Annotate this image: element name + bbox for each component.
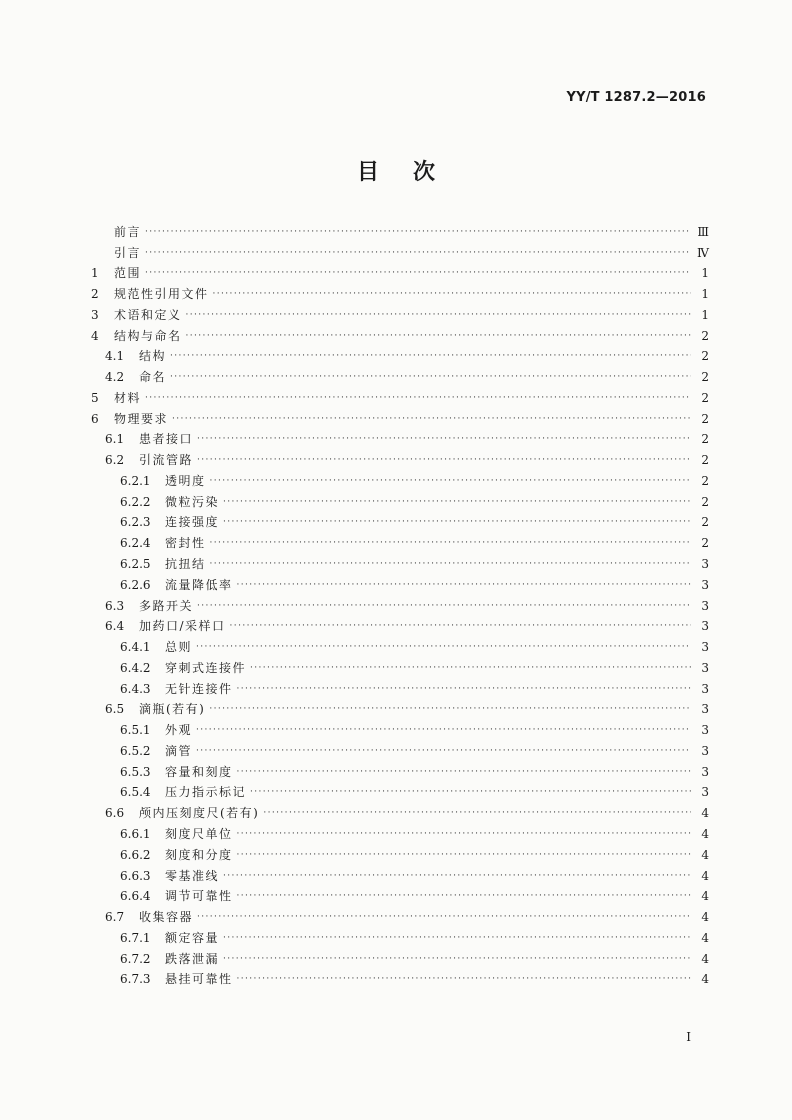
toc-entry-number: 2 <box>91 287 99 302</box>
toc-entry-label: 悬挂可靠性 <box>165 972 233 987</box>
toc-dot-leader <box>210 557 691 571</box>
toc-entry-number: 6.5.4 <box>120 785 151 800</box>
toc-entry[interactable] <box>91 945 709 966</box>
toc-entry-label: 滴瓶(若有) <box>139 702 206 717</box>
toc-dot-leader <box>223 869 691 883</box>
table-of-contents <box>91 218 709 986</box>
toc-entry[interactable] <box>91 322 709 343</box>
toc-entry-number: 6.6 <box>105 806 125 821</box>
toc-entry[interactable] <box>91 550 709 571</box>
toc-entry-label: 前言 <box>114 224 142 239</box>
toc-entry-page: 4 <box>701 806 709 821</box>
toc-dot-leader <box>223 515 691 529</box>
toc-entry-page: 4 <box>701 972 709 987</box>
toc-entry-number: 6.5.3 <box>120 764 151 779</box>
toc-dot-leader <box>230 619 691 633</box>
toc-entry[interactable] <box>91 509 709 530</box>
toc-entry-number: 6.5 <box>105 702 125 717</box>
toc-entry-label: 颅内压刻度尺(若有) <box>139 806 260 821</box>
toc-dot-leader <box>210 536 691 550</box>
toc-entry-page: 2 <box>701 411 709 426</box>
toc-entry[interactable] <box>91 883 709 904</box>
toc-entry-page: 4 <box>701 910 709 925</box>
toc-dot-leader <box>172 412 691 426</box>
toc-entry-number: 6.5.1 <box>120 723 151 738</box>
toc-entry-page: 2 <box>701 453 709 468</box>
toc-dot-leader <box>145 266 691 280</box>
toc-dot-leader <box>196 640 691 654</box>
toc-entry-page: 2 <box>701 390 709 405</box>
toc-entry[interactable] <box>91 592 709 613</box>
toc-entry-label: 物理要求 <box>114 411 169 426</box>
toc-entry[interactable] <box>91 779 709 800</box>
toc-entry[interactable] <box>91 716 709 737</box>
toc-entry-page: 2 <box>701 536 709 551</box>
toc-entry[interactable] <box>91 571 709 592</box>
toc-entry-number: 6.5.2 <box>120 743 151 758</box>
toc-entry-number: 4.2 <box>105 370 125 385</box>
toc-entry[interactable] <box>91 384 709 405</box>
toc-entry-page: 3 <box>701 743 709 758</box>
toc-entry-number: 6.7.1 <box>120 930 151 945</box>
toc-dot-leader <box>186 308 691 322</box>
toc-entry-number: 6.6.4 <box>120 889 151 904</box>
toc-entry-page: 3 <box>701 785 709 800</box>
toc-entry[interactable] <box>91 924 709 945</box>
toc-dot-leader <box>237 889 691 903</box>
toc-entry-label: 零基准线 <box>165 868 220 883</box>
toc-dot-leader <box>197 453 691 467</box>
toc-entry-label: 引流管路 <box>139 453 194 468</box>
toc-entry[interactable] <box>91 799 709 820</box>
toc-dot-leader <box>209 702 691 716</box>
toc-entry-label: 加药口/采样口 <box>139 619 226 634</box>
toc-entry-number: 6.2.6 <box>120 577 151 592</box>
toc-entry-page: 2 <box>701 328 709 343</box>
toc-entry-label: 结构与命名 <box>114 328 182 343</box>
toc-entry-page: 4 <box>701 847 709 862</box>
toc-entry-page: 3 <box>701 557 709 572</box>
toc-entry-number: 6.7.2 <box>120 951 151 966</box>
toc-entry[interactable] <box>91 529 709 550</box>
toc-entry-page: 3 <box>701 702 709 717</box>
toc-entry-label: 抗扭结 <box>165 557 206 572</box>
toc-entry[interactable] <box>91 654 709 675</box>
toc-dot-leader <box>170 370 691 384</box>
standard-code: YY/T 1287.2—2016 <box>566 90 706 105</box>
toc-entry-label: 刻度和分度 <box>165 847 233 862</box>
toc-entry-number: 3 <box>91 307 99 322</box>
toc-entry-label: 规范性引用文件 <box>114 287 209 302</box>
toc-entry[interactable] <box>91 280 709 301</box>
toc-dot-leader <box>186 329 691 343</box>
toc-entry-label: 命名 <box>139 370 167 385</box>
toc-entry-label: 微粒污染 <box>165 494 220 509</box>
toc-dot-leader <box>145 246 691 260</box>
toc-entry-label: 外观 <box>165 723 193 738</box>
toc-entry[interactable] <box>91 862 709 883</box>
toc-dot-leader <box>237 682 691 696</box>
toc-entry[interactable] <box>91 426 709 447</box>
toc-entry-label: 压力指示标记 <box>165 785 247 800</box>
toc-entry-number: 6.2.3 <box>120 515 151 530</box>
toc-entry[interactable] <box>91 488 709 509</box>
toc-entry-page: Ⅳ <box>697 245 709 260</box>
toc-entry-page: 4 <box>701 889 709 904</box>
toc-entry-page: 3 <box>701 681 709 696</box>
toc-entry-page: 3 <box>701 598 709 613</box>
toc-entry[interactable] <box>91 903 709 924</box>
toc-entry-page: 4 <box>701 951 709 966</box>
toc-entry-number: 6.2.4 <box>120 536 151 551</box>
toc-entry-label: 调节可靠性 <box>165 889 233 904</box>
toc-entry[interactable] <box>91 239 709 260</box>
toc-dot-leader <box>263 806 691 820</box>
toc-entry-number: 6.4 <box>105 619 125 634</box>
toc-entry-page: 4 <box>701 868 709 883</box>
toc-entry[interactable] <box>91 405 709 426</box>
toc-entry-label: 透明度 <box>165 473 206 488</box>
toc-entry-number: 6.2 <box>105 453 125 468</box>
toc-entry-page: Ⅲ <box>697 224 709 239</box>
toc-dot-leader <box>197 599 691 613</box>
toc-entry-label: 密封性 <box>165 536 206 551</box>
toc-dot-leader <box>250 661 691 675</box>
toc-entry[interactable] <box>91 467 709 488</box>
toc-entry-number: 6 <box>91 411 99 426</box>
toc-entry-page: 3 <box>701 660 709 675</box>
toc-dot-leader <box>145 391 691 405</box>
toc-entry-number: 4 <box>91 328 99 343</box>
toc-entry[interactable] <box>91 966 709 987</box>
toc-dot-leader <box>145 225 691 239</box>
toc-entry-number: 6.6.2 <box>120 847 151 862</box>
toc-entry-label: 连接强度 <box>165 515 220 530</box>
toc-entry-label: 穿刺式连接件 <box>165 660 247 675</box>
toc-entry-page: 2 <box>701 473 709 488</box>
toc-entry[interactable] <box>91 737 709 758</box>
toc-entry-number: 6.2.1 <box>120 473 151 488</box>
toc-entry[interactable] <box>91 446 709 467</box>
toc-entry[interactable] <box>91 218 709 239</box>
toc-entry-page: 3 <box>701 577 709 592</box>
toc-dot-leader <box>223 495 691 509</box>
toc-entry-page: 2 <box>701 494 709 509</box>
toc-entry-number: 1 <box>91 266 99 281</box>
toc-entry-number: 6.7 <box>105 910 125 925</box>
toc-entry-number: 6.7.3 <box>120 972 151 987</box>
toc-entry[interactable] <box>91 363 709 384</box>
toc-entry-label: 术语和定义 <box>114 307 182 322</box>
toc-entry-number: 6.6.3 <box>120 868 151 883</box>
toc-entry-label: 多路开关 <box>139 598 194 613</box>
toc-entry-label: 跌落泄漏 <box>165 951 220 966</box>
toc-entry-label: 结构 <box>139 349 167 364</box>
toc-entry-number: 6.6.1 <box>120 826 151 841</box>
toc-entry-page: 3 <box>701 723 709 738</box>
toc-dot-leader <box>223 952 691 966</box>
toc-entry[interactable] <box>91 633 709 654</box>
toc-entry[interactable] <box>91 301 709 322</box>
toc-entry[interactable] <box>91 343 709 364</box>
toc-dot-leader <box>237 578 691 592</box>
toc-entry-number: 6.2.5 <box>120 557 151 572</box>
toc-entry-page: 4 <box>701 930 709 945</box>
toc-entry-label: 范围 <box>114 266 142 281</box>
toc-entry-number: 5 <box>91 390 99 405</box>
toc-entry[interactable] <box>91 260 709 281</box>
toc-dot-leader <box>237 972 691 986</box>
toc-entry-page: 3 <box>701 764 709 779</box>
toc-entry-number: 6.3 <box>105 598 125 613</box>
toc-entry-label: 总则 <box>165 640 193 655</box>
page-number: I <box>686 1030 691 1044</box>
toc-entry[interactable] <box>91 841 709 862</box>
toc-dot-leader <box>196 723 691 737</box>
toc-entry-number: 4.1 <box>105 349 125 364</box>
toc-entry-page: 2 <box>701 370 709 385</box>
toc-dot-leader <box>196 744 691 758</box>
toc-entry-label: 患者接口 <box>139 432 194 447</box>
page-title: 目次 <box>356 160 469 185</box>
toc-dot-leader <box>170 349 691 363</box>
toc-entry-page: 1 <box>701 266 709 281</box>
toc-entry-number: 6.4.2 <box>120 660 151 675</box>
toc-dot-leader <box>223 931 691 945</box>
toc-dot-leader <box>237 827 691 841</box>
toc-entry-number: 6.4.1 <box>120 640 151 655</box>
toc-entry-label: 容量和刻度 <box>165 764 233 779</box>
toc-entry-page: 2 <box>701 349 709 364</box>
toc-entry[interactable] <box>91 696 709 717</box>
toc-entry-label: 刻度尺单位 <box>165 826 233 841</box>
toc-entry[interactable] <box>91 613 709 634</box>
toc-entry-label: 额定容量 <box>165 930 220 945</box>
toc-dot-leader <box>237 848 691 862</box>
toc-entry-page: 2 <box>701 515 709 530</box>
toc-entry-page: 3 <box>701 619 709 634</box>
toc-entry-label: 无针连接件 <box>165 681 233 696</box>
toc-dot-leader <box>213 287 691 301</box>
toc-entry-page: 4 <box>701 826 709 841</box>
toc-entry-label: 收集容器 <box>139 910 194 925</box>
toc-entry-label: 滴管 <box>165 743 193 758</box>
toc-entry[interactable] <box>91 820 709 841</box>
toc-entry-page: 2 <box>701 432 709 447</box>
toc-entry-label: 材料 <box>114 390 142 405</box>
toc-entry-page: 1 <box>701 307 709 322</box>
toc-entry-number: 6.4.3 <box>120 681 151 696</box>
toc-dot-leader <box>210 474 691 488</box>
toc-entry-number: 6.1 <box>105 432 125 447</box>
toc-dot-leader <box>250 785 691 799</box>
toc-dot-leader <box>237 765 691 779</box>
toc-entry-label: 流量降低率 <box>165 577 233 592</box>
toc-entry[interactable] <box>91 675 709 696</box>
toc-dot-leader <box>197 432 691 446</box>
toc-entry-page: 3 <box>701 640 709 655</box>
toc-entry[interactable] <box>91 758 709 779</box>
toc-entry-page: 1 <box>701 287 709 302</box>
toc-entry-number: 6.2.2 <box>120 494 151 509</box>
toc-dot-leader <box>197 910 691 924</box>
toc-entry-label: 引言 <box>114 245 142 260</box>
